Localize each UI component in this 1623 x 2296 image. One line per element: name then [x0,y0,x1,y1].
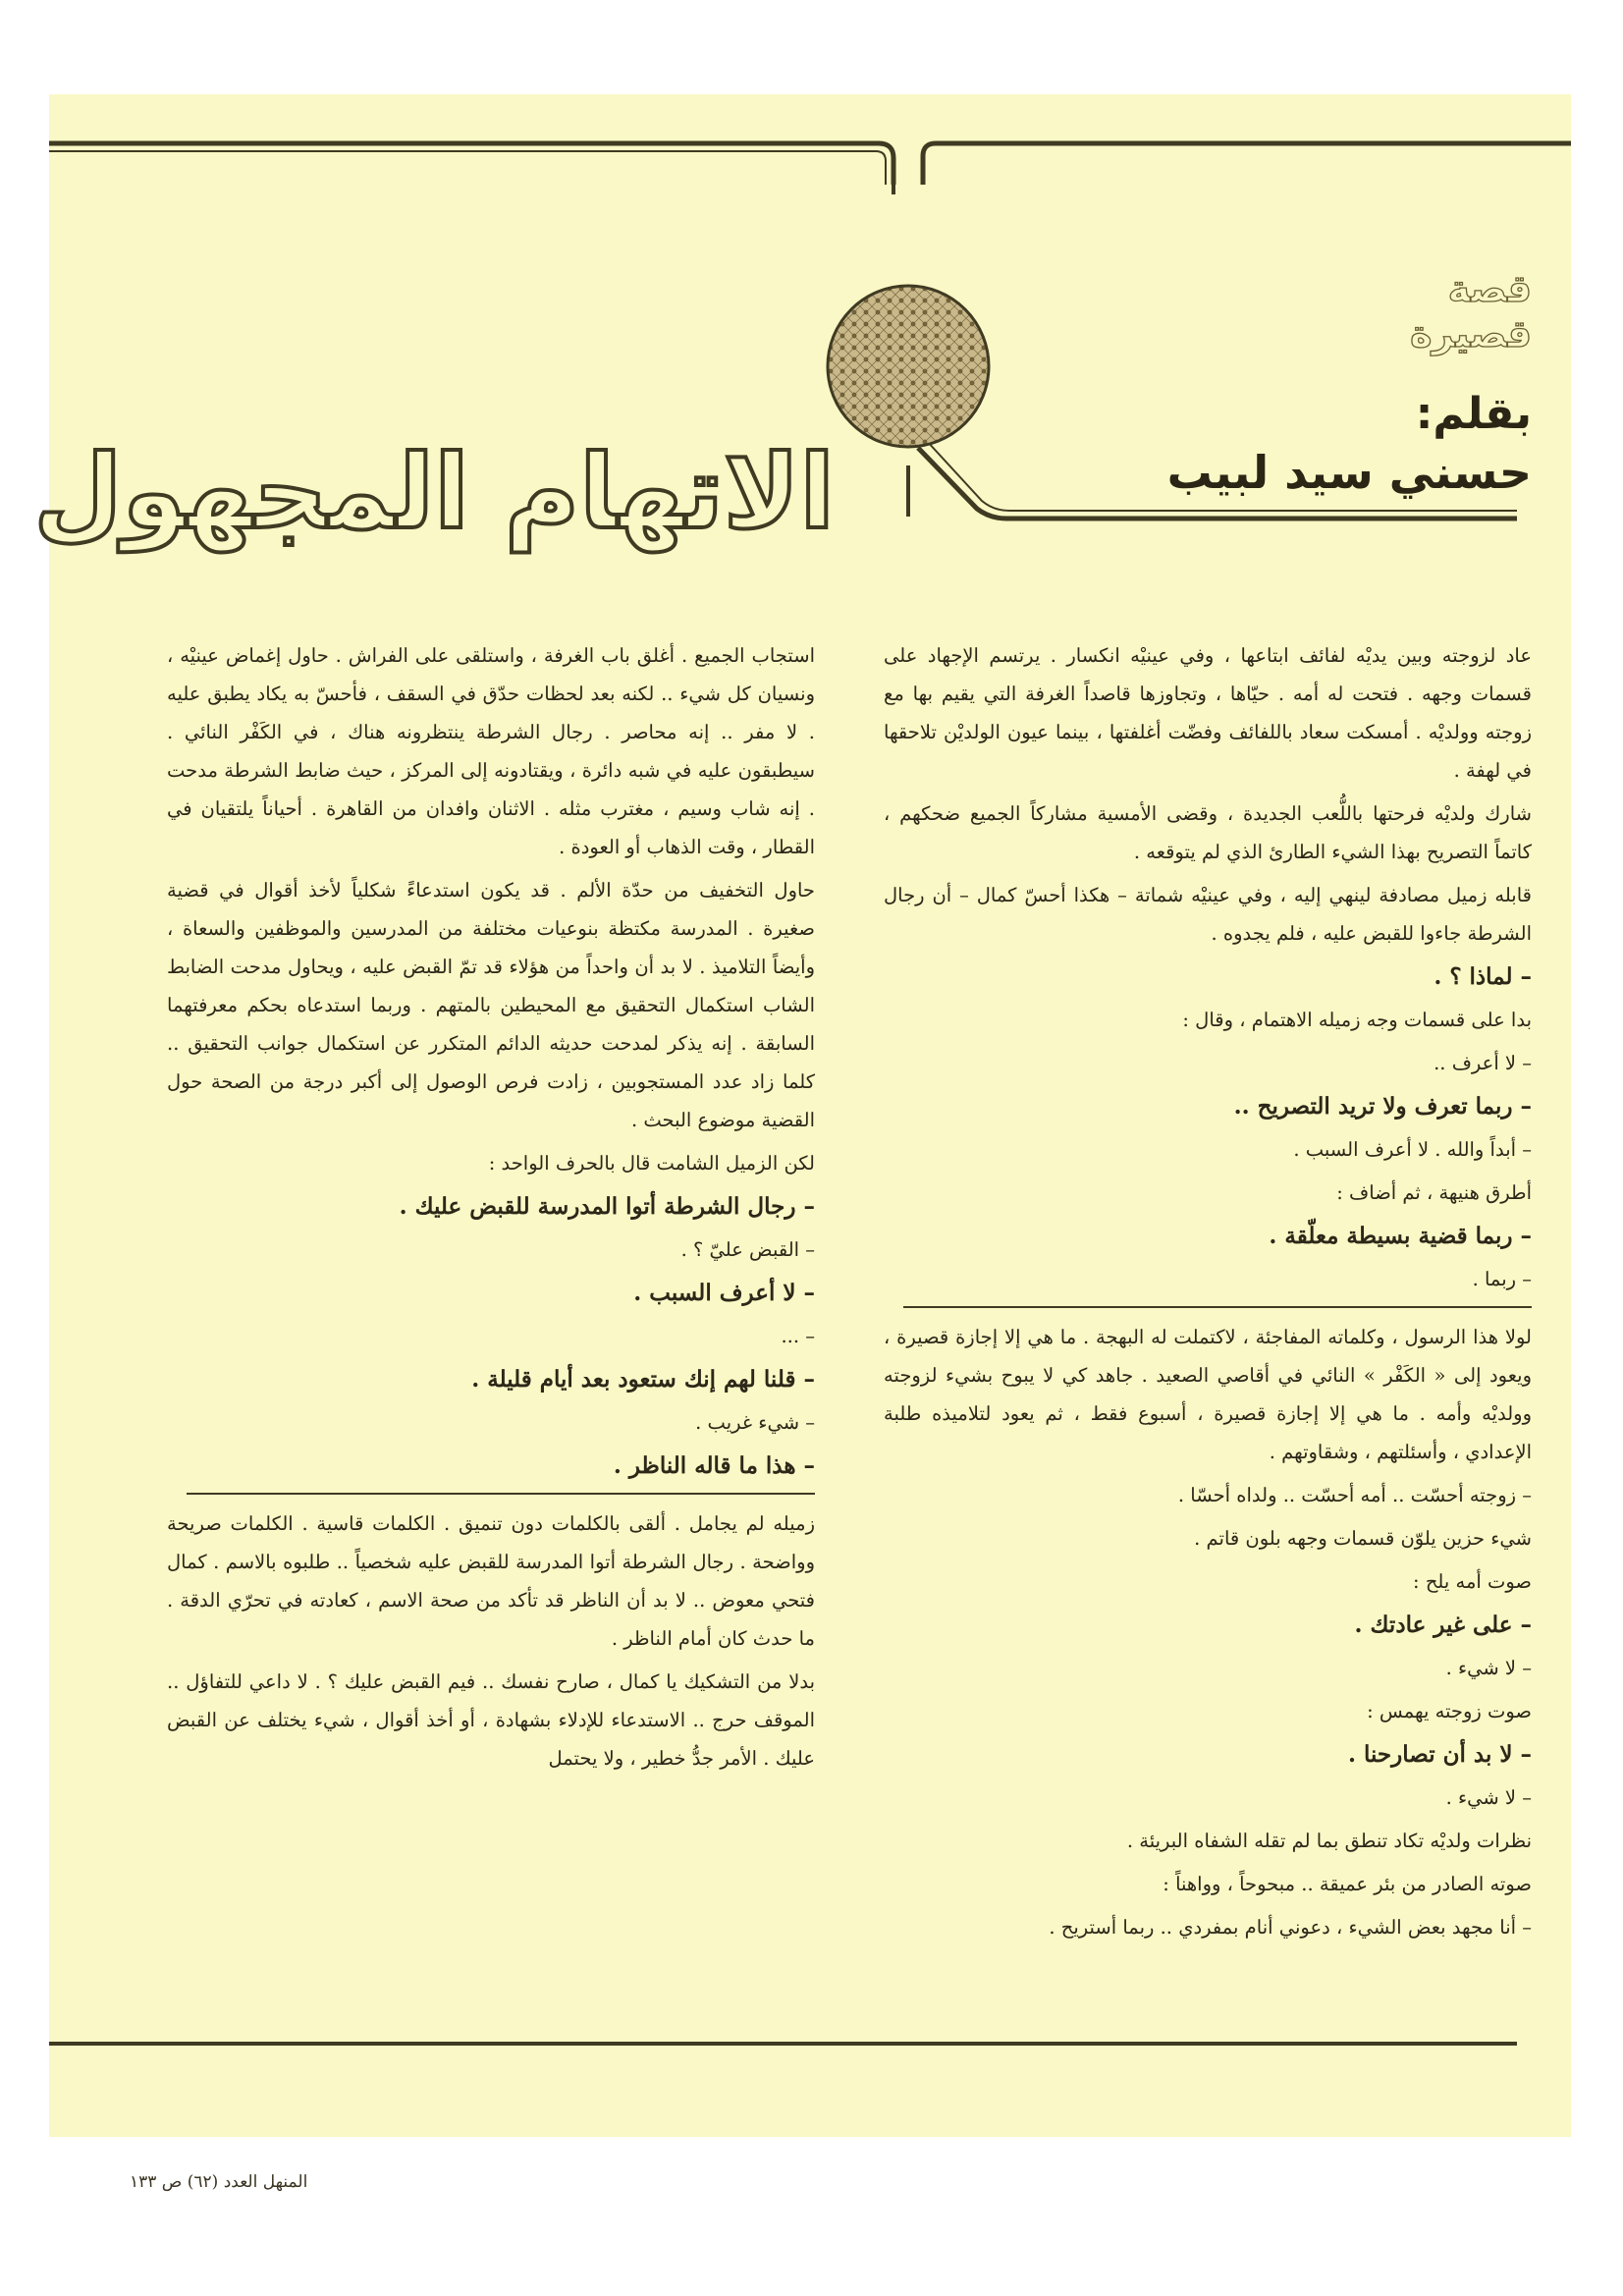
story-type-tag [1389,266,1532,356]
body-paragraph: لولا هذا الرسول ، وكلماته المفاجئة ، لاكتملت له البهجة . ما هي إلا إجازة قصيرة ، ويعود إلى « الكَفْر » النائي في أقاصي الصعيد . جاهد كي لا يبوح بشيء لزوجته وولديْه وأمه . ما هي إلا إجازة قصيرة ، أسبوع فقط ، ثم يعود لتلاميذه طلبة الإعدادي ، وأسئلتهم ، وشقاوتهم . [884,1326,1532,1463]
body-paragraph: عاد لزوجته وبين يديْه لفائف ابتاعها ، وفي عينيْه انكسار . يرتسم الإجهاد على قسمات وجهه . فتحت له أمه . حيّاها ، وتجاوزها قاصداً الغرفة التي يقيم بها مع زوجته وولديْه . أمسكت سعاد باللفائف وفضّت أغلفتها ، بينما عيون الولديْن تلاحقها في لهفة . [884,644,1532,782]
story-tag-line2: قصيرة [1410,312,1532,355]
dialogue-line: – ربما . [1472,1268,1532,1290]
dialogue-line: – القبض عليّ ؟ . [680,1238,815,1261]
body-paragraph: شارك ولديْه فرحتها باللُّعب الجديدة ، وقضى الأمسية مشاركاً الجميع ضحكهم ، كاتماً التصريح بهذا الشيء الطارئ الذي لم يتوقعه . [884,802,1532,863]
dialogue-line: – لا شيء . [1445,1786,1532,1809]
dialogue-line: صوت أمه يلح : [1413,1570,1532,1593]
dialogue-line: – لا بد أن تصارحنا . [1347,1741,1532,1768]
dialogue-line: – أبداً والله . لا أعرف السبب . [1293,1138,1532,1161]
dialogue-line: – لا أعرف السبب . [633,1280,815,1306]
body-paragraph: استجاب الجميع . أغلق باب الغرفة ، واستلقى على الفراش . حاول إغماض عينيْه ، ونسيان كل شيء .. لكنه بعد لحظات حدّق في السقف ، فأحسّ به يكاد يطبق عليه . لا مفر .. إنه محاصر . رجال الشرطة ينتظرونه هناك ، في الكَفْر النائي . سيطبقون عليه في شبه دائرة ، ويقتادونه إلى المركز ، حيث ضابط الشرطة مدحت . إنه شاب وسيم ، مغترب مثله . الاثنان وافدان من القاهرة . أحياناً يلتقيان في القطار ، وقت الذهاب أو العودة . [167,644,815,858]
issue-page-number: العدد (٦٢) ص ١٣٣ [130,2172,258,2192]
body-paragraph: بدلا من التشكيك يا كمال ، صارح نفسك .. فيم القبض عليك ؟ . لا داعي للتفاؤل .. الموقف حرج .. الاستدعاء للإدلاء بشهادة ، أو أخذ أقوال ، شيء يختلف عن القبض عليك . الأمر جدُّ خطير ، ولا يحتمل [167,1670,815,1770]
body-paragraph: زميله لم يجامل . ألقى بالكلمات دون تنميق . الكلمات قاسية . الكلمات صريحة وواضحة . رجال الشرطة أتوا المدرسة للقبض عليه شخصياً .. طلبوه بالاسم . كمال فتحي معوض .. لا بد أن الناظر قد تأكد من صحة الاسم ، كعادته في تحرّي الدقة . ما حدث كان أمام الناظر . [167,1512,815,1650]
dialogue-line: – ربما قضية بسيطة معلّقة . [1269,1223,1532,1249]
dialogue-line: – رجال الشرطة أتوا المدرسة للقبض عليك . [399,1193,815,1220]
dialogue-line: صوته الصادر من بئر عميقة .. مبحوحاً ، وواهناً : [1163,1873,1532,1895]
ornament-medallion [825,283,992,450]
section-divider [903,1306,1532,1308]
dialogue-line: – أنا مجهد بعض الشيء ، دعوني أنام بمفردي .. ربما أستريح . [1049,1916,1532,1939]
dialogue-line: أطرق هنيهة ، ثم أضاف : [1336,1181,1532,1204]
dialogue-line: – لماذا ؟ . [1434,963,1532,990]
story-title: الاتهام المجهول [33,432,835,552]
dialogue-line: – ربما تعرف ولا تريد التصريح .. [1233,1093,1532,1120]
dialogue-line: – شيء غريب . [695,1411,815,1434]
magazine-name: المنهل [262,2172,308,2192]
author-name: حسني سيد لبيب [1166,446,1532,499]
dialogue-line: شيء حزين يلوّن قسمات وجهه بلون قاتم . [1194,1527,1532,1550]
by-label: بقلم: [1415,389,1532,439]
dialogue-line: – زوجته أحسّت .. أمه أحسّت .. ولداه أحسّا . [1177,1484,1532,1506]
dialogue-line: بدا على قسمات وجه زميله الاهتمام ، وقال : [1182,1009,1532,1031]
page-paper [33,94,1571,2192]
body-paragraph: قابله زميل مصادفة لينهي إليه ، وفي عينيْه شماتة – هكذا أحسّ كمال – أن رجال الشرطة جاءوا للقبض عليه ، فلم يجدوه . [884,884,1532,945]
dialogue-line: – قلنا لهم إنك ستعود بعد أيام قليلة . [471,1366,815,1393]
dialogue-line: – لا شيء . [1445,1657,1532,1679]
body-paragraph: حاول التخفيف من حدّة الألم . قد يكون استدعاءً شكلياً لأخذ أقوال في قضية صغيرة . المدرسة مكتظة بنوعيات مختلفة من المدرسين والموظفين والسعاة ، وأيضاً التلاميذ . لا بد أن واحداً من هؤلاء قد تمّ القبض عليه ، ويحاول مدحت الضابط الشاب استكمال التحقيق مع المحيطين بالمتهم . وربما استدعاه بحكم معرفتهما السابقة . إنه يذكر لمدحت حديثه الدائم المتكرر عن استكمال جوانب التحقيق .. كلما زاد عدد المستجوبين ، زادت فرص الوصول إلى أكبر درجة من الصحة حول القضية موضوع البحث . [167,879,815,1131]
dialogue-line: – ... [781,1325,815,1347]
story-tag-line1: قصة [1447,267,1532,310]
right-text-column [884,636,1532,1951]
dialogue-line: صوت زوجته يهمس : [1367,1700,1532,1722]
section-divider [187,1493,815,1495]
dialogue-line: – لا أعرف .. [1434,1052,1532,1074]
dialogue-line: – على غير عادتك . [1354,1612,1532,1638]
dialogue-line: لكن الزميل الشامت قال بالحرف الواحد : [488,1152,815,1175]
page-footer [130,2172,307,2192]
dialogue-line: نظرات ولديْه تكاد تنطق بما لم تقله الشفاه البريئة . [1126,1830,1532,1852]
dialogue-line: – هذا ما قاله الناظر . [613,1452,815,1479]
left-text-column [167,636,815,1782]
